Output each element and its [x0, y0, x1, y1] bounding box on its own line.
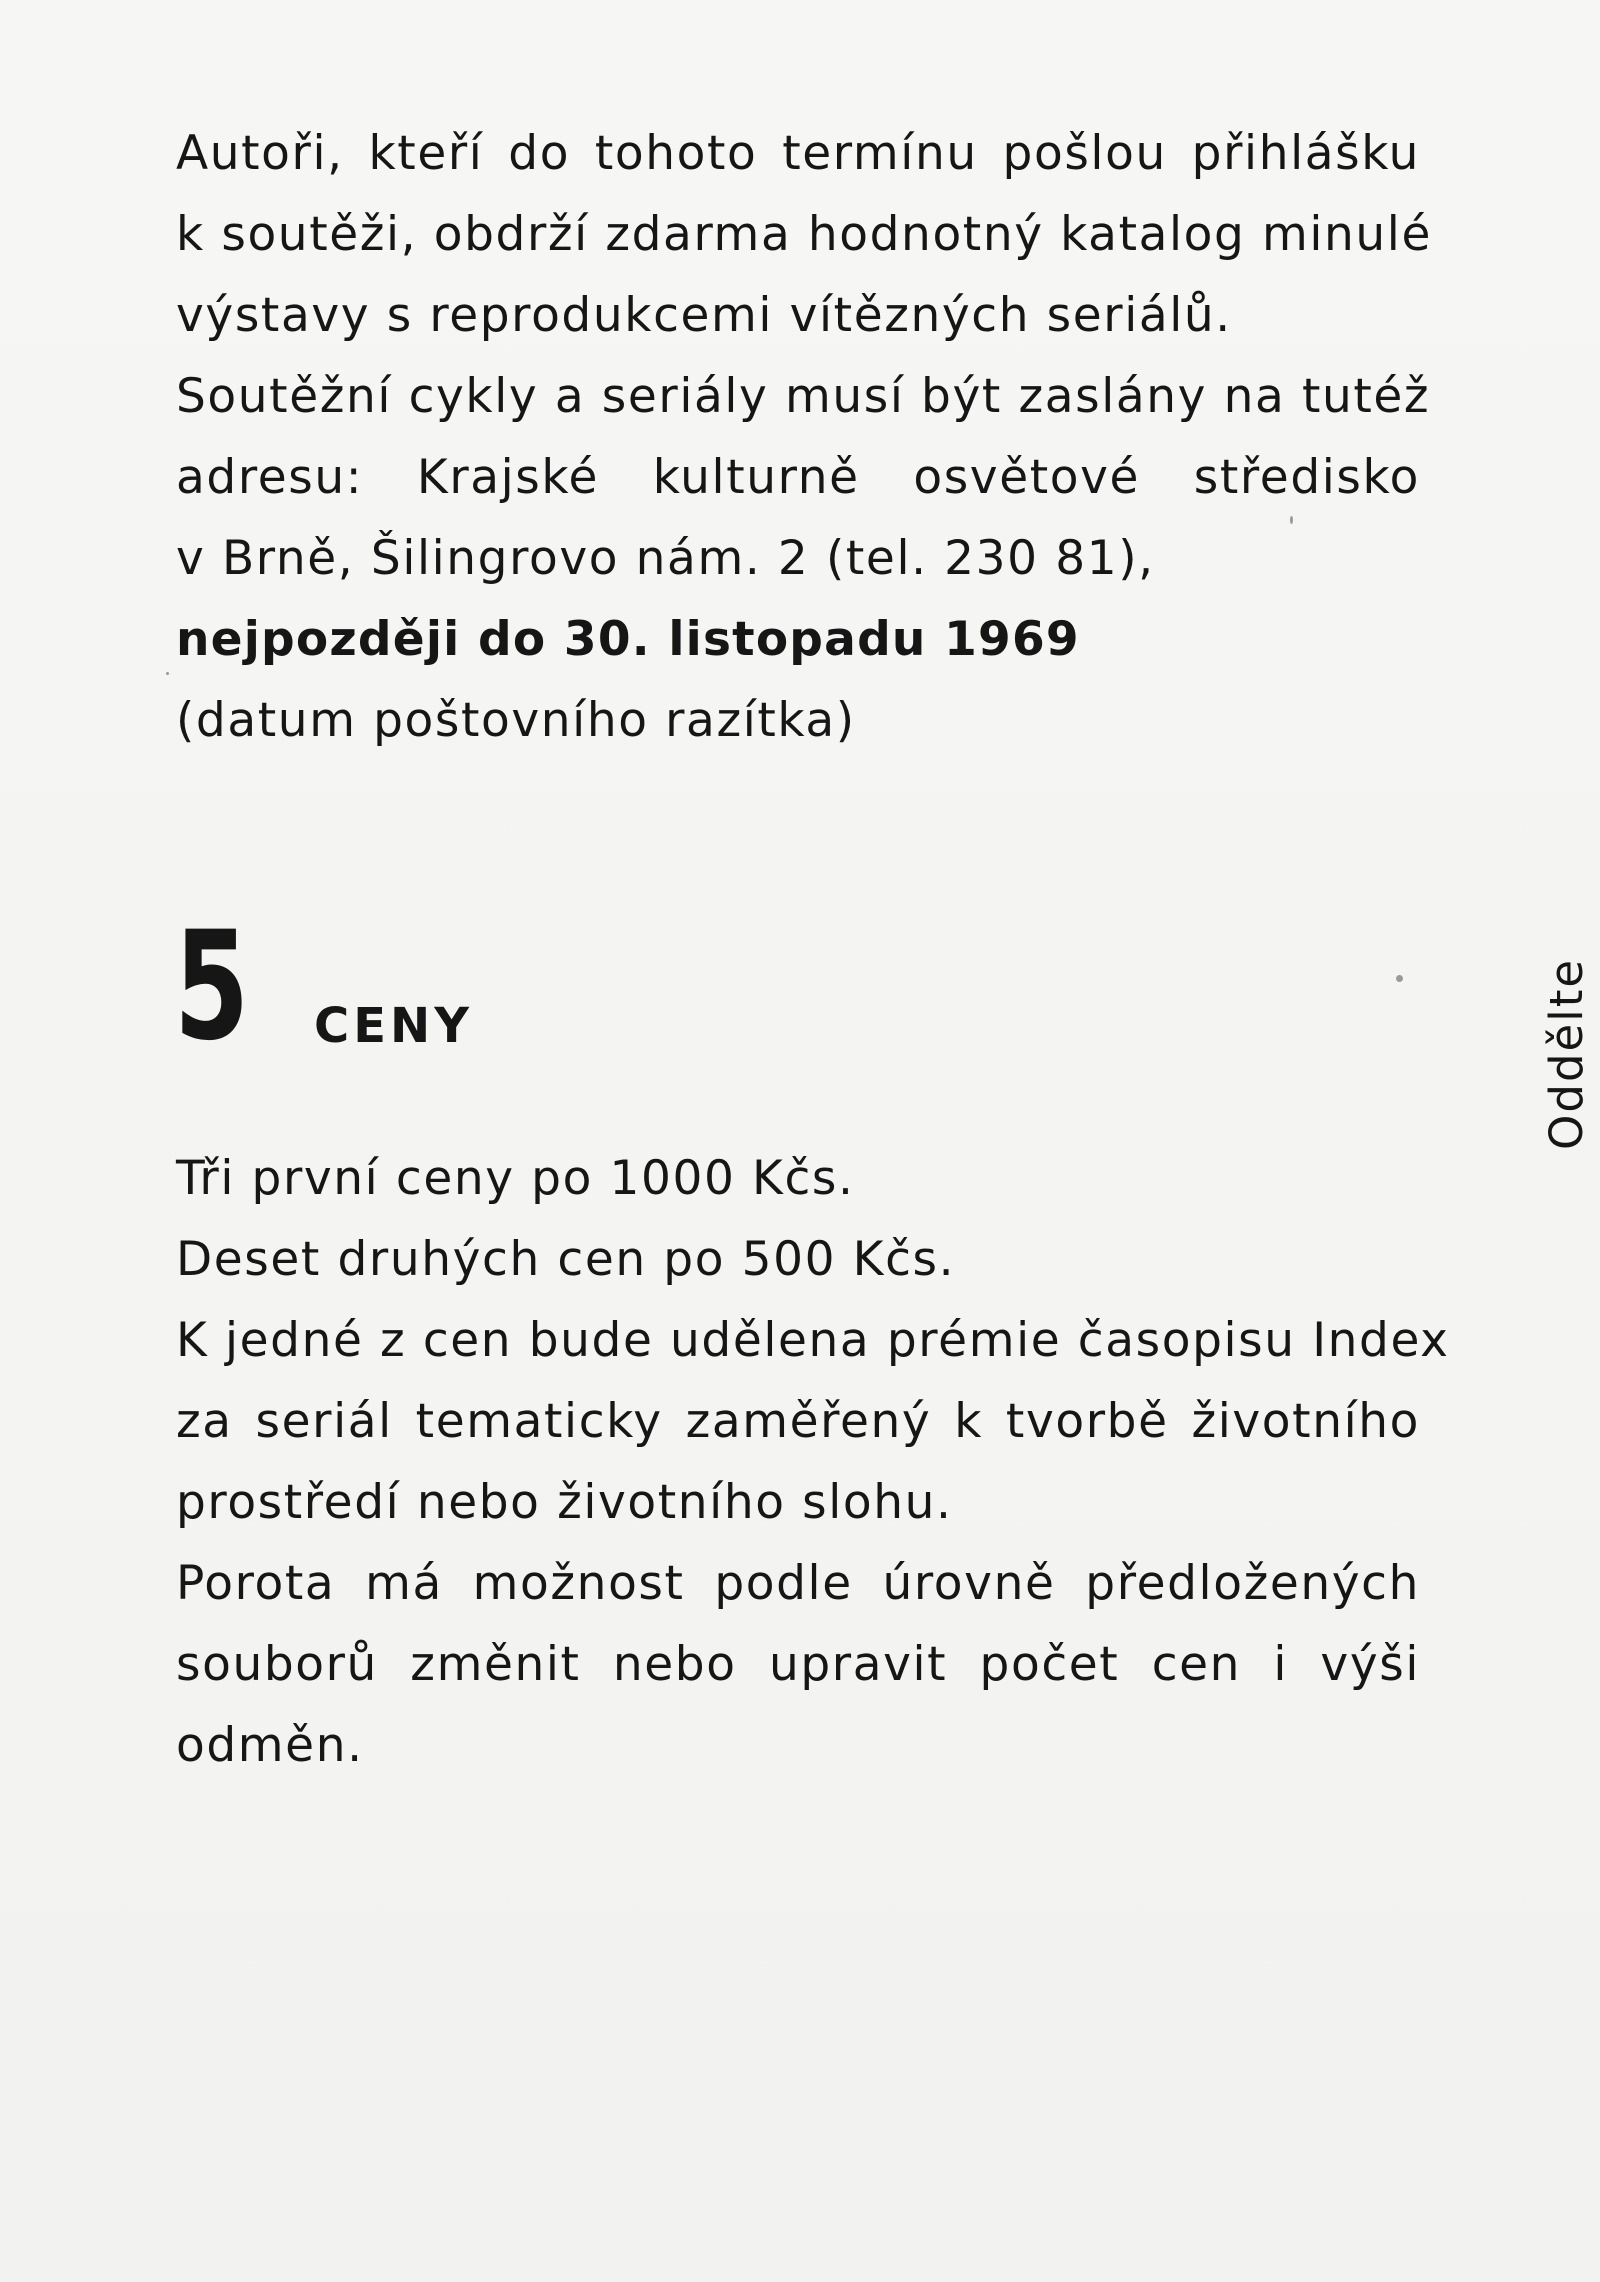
text-line: prostředí nebo životního slohu.	[176, 1475, 953, 1530]
section-number: 5	[174, 900, 248, 1074]
text-line: adresu: Krajské kulturně osvětové středisko	[176, 450, 1420, 505]
paper-speck	[166, 672, 169, 675]
paper-speck	[1290, 516, 1293, 524]
section-title: CENY	[314, 998, 473, 1054]
text-line: za seriál tematicky zaměřený k tvorbě životního	[176, 1394, 1420, 1449]
text-line: Soutěžní cykly a seriály musí být zaslány na tutéž	[176, 369, 1431, 424]
paper-speck	[1396, 975, 1403, 982]
text-line: Deset druhých cen po 500 Kčs.	[176, 1232, 956, 1287]
text-line: (datum poštovního razítka)	[176, 693, 856, 748]
text-line: K jedné z cen bude udělena prémie časopisu Index	[176, 1313, 1450, 1368]
text-line: v Brně, Šilingrovo nám. 2 (tel. 230 81),	[176, 531, 1155, 586]
text-line: souborů změnit nebo upravit počet cen i výši	[176, 1637, 1420, 1692]
text-line: Porota má možnost podle úrovně předložených	[176, 1556, 1420, 1611]
section-heading	[174, 900, 874, 1074]
text-line: k soutěži, obdrží zdarma hodnotný katalog minulé	[176, 207, 1432, 262]
text-line: Tři první ceny po 1000 Kčs.	[176, 1151, 855, 1206]
deadline-line: nejpozději do 30. listopadu 1969	[176, 612, 1080, 667]
text-line: Autoři, kteří do tohoto termínu pošlou přihlášku	[176, 126, 1420, 181]
intro-paragraph	[176, 113, 1432, 761]
text-line: odměn.	[176, 1718, 364, 1773]
text-line: výstavy s reprodukcemi vítězných seriálů.	[176, 288, 1232, 343]
cut-here-label: Oddělte	[1540, 957, 1593, 1150]
prizes-paragraph	[176, 1138, 1450, 1786]
